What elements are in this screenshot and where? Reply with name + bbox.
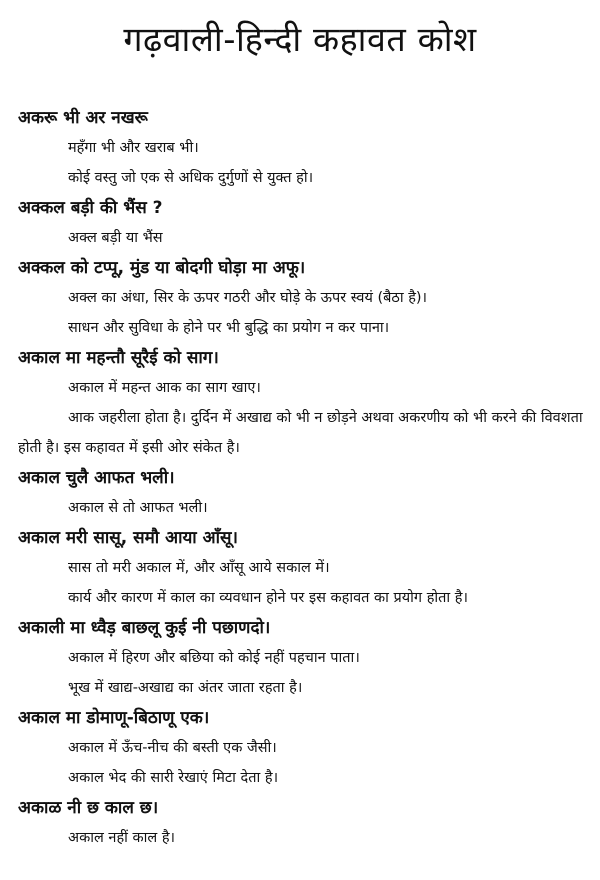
proverb-explanation: कार्य और कारण में काल का व्यवधान होने पर इस कहावत का प्रयोग होता है। bbox=[68, 590, 468, 606]
proverb-explanation: साधन और सुविधा के होने पर भी बुद्धि का प्रयोग न कर पाना। bbox=[68, 320, 390, 336]
proverb-meaning: अकाल में महन्त आक का साग खाए। bbox=[68, 380, 261, 396]
proverb-headword: अक्कल बड़ी की भैंस ? bbox=[18, 198, 163, 218]
proverb-entry bbox=[18, 103, 590, 193]
proverb-entry bbox=[18, 703, 590, 793]
proverb-headword: अकाल मरी सासू, समौ आया आँसू। bbox=[18, 528, 238, 548]
proverb-meaning: महँगा भी और खराब भी। bbox=[68, 140, 199, 156]
proverb-headword: अकरू भी अर नखरू bbox=[18, 108, 148, 128]
proverb-explanation: अकाल भेद की सारी रेखाएं मिटा देता है। bbox=[68, 770, 279, 786]
page-title: गढ़वाली-हिन्दी कहावत कोश bbox=[123, 20, 477, 60]
proverb-entry bbox=[18, 613, 590, 703]
proverb-meaning: अकाल में हिरण और बछिया को कोई नहीं पहचान पाता। bbox=[68, 650, 360, 666]
proverb-explanation: भूख में खाद्य-अखाद्य का अंतर जाता रहता है। bbox=[68, 680, 303, 696]
proverb-meaning: सास तो मरी अकाल में, और आँसू आये सकाल में। bbox=[68, 560, 330, 576]
proverb-meaning: अकाल में ऊँच-नीच की बस्ती एक जैसी। bbox=[68, 740, 277, 756]
proverb-entry bbox=[18, 523, 590, 613]
proverb-meaning: अकाल से तो आफत भली। bbox=[68, 500, 208, 516]
proverb-meaning: अक्ल बड़ी या भैंस bbox=[68, 230, 163, 246]
proverb-explanation: आक जहरीला होता है। दुर्दिन में अखाद्य को भी न छोड़ने अथवा अकरणीय को भी करने की विवशता होती है। इस कहावत में इसी ओर संकेत है। bbox=[18, 410, 583, 456]
proverb-entry bbox=[18, 343, 590, 463]
proverb-headword: अकाळ नी छ काल छ। bbox=[18, 798, 159, 818]
proverb-explanation: कोई वस्तु जो एक से अधिक दुर्गुणों से युक्त हो। bbox=[68, 170, 314, 186]
proverb-entry bbox=[18, 463, 590, 523]
proverb-entry bbox=[18, 793, 590, 853]
proverb-headword: अकाल मा डोमाणू-बिठाणू एक। bbox=[18, 708, 210, 728]
proverb-headword: अकाली मा ध्वैड़ बाछलू कुई नी पछाणदो। bbox=[18, 618, 271, 638]
proverb-meaning: अकाल नहीं काल है। bbox=[68, 830, 176, 846]
proverb-headword: अक्कल को टप्पू, मुंड या बोदगी घोड़ा मा अफू। bbox=[18, 258, 306, 278]
proverb-entry bbox=[18, 253, 590, 343]
proverb-headword: अकाल मा महन्तौ सूरैई को साग। bbox=[18, 348, 219, 368]
proverb-list bbox=[18, 103, 590, 853]
proverb-entry bbox=[18, 193, 590, 253]
proverb-headword: अकाल चुलै आफत भली। bbox=[18, 468, 175, 488]
proverb-meaning: अक्ल का अंधा, सिर के ऊपर गठरी और घोड़े के ऊपर स्वयं (बैठा है)। bbox=[68, 290, 428, 306]
